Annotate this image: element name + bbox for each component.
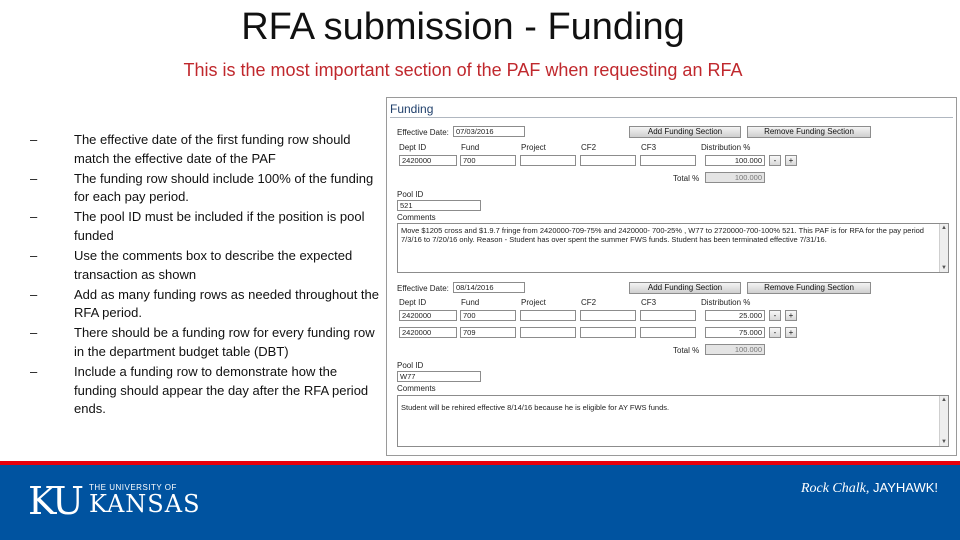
remove-row-button[interactable]: - <box>769 327 781 338</box>
effective-date-input[interactable]: 07/03/2016 <box>453 126 525 137</box>
pool-id-label: Pool ID <box>397 190 424 199</box>
pool-id-label: Pool ID <box>397 361 424 370</box>
scroll-up-icon[interactable]: ▲ <box>941 225 947 231</box>
total-input: 100.000 <box>705 172 765 183</box>
dept-id-input[interactable]: 2420000 <box>399 327 457 338</box>
cf3-label: CF3 <box>641 298 657 307</box>
total-input: 100.000 <box>705 344 765 355</box>
dash-marker: – <box>30 364 38 380</box>
scroll-up-icon[interactable]: ▲ <box>941 397 947 403</box>
list-item: – Add as many funding rows as needed throughout the RFA period. <box>30 286 379 321</box>
cf2-label: CF2 <box>581 143 597 152</box>
remove-row-button[interactable]: - <box>769 310 781 321</box>
list-item: – Use the comments box to describe the expected transaction as shown <box>30 248 353 282</box>
pool-id-input[interactable]: W77 <box>397 371 481 382</box>
list-item: – The pool ID must be included if the position is pool funded <box>30 209 365 243</box>
cf3-input[interactable] <box>640 327 696 338</box>
cf3-input[interactable] <box>640 310 696 321</box>
comments-label: Comments <box>397 384 436 393</box>
fund-label: Fund <box>461 143 480 152</box>
dash-marker: – <box>30 209 38 225</box>
tagline-italic: Rock Chalk, <box>800 481 870 496</box>
cf3-input[interactable] <box>640 155 696 166</box>
project-label: Project <box>521 143 546 152</box>
slide-title: RFA submission - Funding <box>241 6 685 48</box>
university-logo <box>28 479 201 524</box>
dept-id-label: Dept ID <box>399 298 427 307</box>
cf3-label: CF3 <box>641 143 657 152</box>
comments-text: Student will be rehired effective 8/14/16 because he is eligible for AY FWS funds. <box>401 403 670 412</box>
project-input[interactable] <box>520 310 576 321</box>
slide-subtitle: This is the most important section of the PAF when requesting an RFA <box>183 60 743 80</box>
add-row-button[interactable]: + <box>785 155 797 166</box>
remove-row-button[interactable]: - <box>769 155 781 166</box>
logo-small-text: THE UNIVERSITY OF <box>89 483 177 492</box>
footer-tagline <box>801 480 938 497</box>
list-item: – Include a funding row to demonstrate how the funding should appear the day after the RFA period ends. <box>30 364 369 417</box>
add-funding-section-button[interactable]: Add Funding Section <box>629 126 741 138</box>
scroll-down-icon[interactable]: ▼ <box>941 439 947 445</box>
cf2-label: CF2 <box>581 298 597 307</box>
list-item: – The effective date of the first funding row should match the effective date of the PAF <box>30 132 351 166</box>
remove-funding-section-button[interactable]: Remove Funding Section <box>747 282 871 294</box>
add-row-button[interactable]: + <box>785 327 797 338</box>
total-label: Total % <box>673 174 700 183</box>
distribution-input[interactable]: 75.000 <box>705 327 765 338</box>
fund-input[interactable]: 709 <box>460 327 516 338</box>
project-label: Project <box>521 298 546 307</box>
effective-date-label: Effective Date: <box>397 284 449 293</box>
dept-id-input[interactable]: 2420000 <box>399 155 457 166</box>
remove-funding-section-button[interactable]: Remove Funding Section <box>747 126 871 138</box>
tagline-caps: JAYHAWK! <box>872 480 938 495</box>
ku-monogram: KU <box>28 479 82 523</box>
fund-label: Fund <box>461 298 480 307</box>
dash-marker: – <box>30 325 38 341</box>
dept-id-input[interactable]: 2420000 <box>399 310 457 321</box>
heading-divider <box>390 117 953 118</box>
scrollbar[interactable] <box>939 396 948 446</box>
footer-stripe <box>0 461 960 465</box>
dept-id-label: Dept ID <box>399 143 427 152</box>
fund-input[interactable]: 700 <box>460 155 516 166</box>
scrollbar[interactable] <box>939 224 948 272</box>
pool-id-input[interactable]: 521 <box>397 200 481 211</box>
funding-panel <box>386 97 957 456</box>
dash-marker: – <box>30 286 38 302</box>
dash-marker: – <box>30 170 38 186</box>
cf2-input[interactable] <box>580 310 636 321</box>
funding-heading: Funding <box>390 102 434 116</box>
dash-marker: – <box>30 132 38 147</box>
fund-input[interactable]: 700 <box>460 310 516 321</box>
list-item: – There should be a funding row for every funding row in the department budget table (DBT) <box>30 325 375 360</box>
add-funding-section-button[interactable]: Add Funding Section <box>629 282 741 294</box>
project-input[interactable] <box>520 327 576 338</box>
total-label: Total % <box>673 346 700 355</box>
distribution-input[interactable]: 25.000 <box>705 310 765 321</box>
dash-marker: – <box>30 248 38 264</box>
distribution-label: Distribution % <box>701 298 751 307</box>
cf2-input[interactable] <box>580 155 636 166</box>
project-input[interactable] <box>520 155 576 166</box>
effective-date-input[interactable]: 08/14/2016 <box>453 282 525 293</box>
instruction-list <box>30 131 380 420</box>
cf2-input[interactable] <box>580 327 636 338</box>
comments-textarea[interactable] <box>397 223 949 273</box>
distribution-label: Distribution % <box>701 143 751 152</box>
list-item: – The funding row should include 100% of the funding for each pay period. <box>30 170 374 205</box>
effective-date-label: Effective Date: <box>397 128 449 137</box>
comments-label: Comments <box>397 213 436 222</box>
add-row-button[interactable]: + <box>785 310 797 321</box>
logo-big-text: KANSAS <box>89 490 201 518</box>
scroll-down-icon[interactable]: ▼ <box>941 265 947 271</box>
comments-text: Move $1205 cross and $1.9.7 fringe from 2420000-709-75% and 2420000- 700-25% , W77 to 2720000-700-100% 521. This PAF is for RFA for the pay period 7/3/16 to 7/20/16 only. Reason - Student has over spent the summer FWS funds. Student has been terminated effective 7/31/16. <box>401 226 924 244</box>
comments-textarea[interactable] <box>397 395 949 447</box>
distribution-input[interactable]: 100.000 <box>705 155 765 166</box>
